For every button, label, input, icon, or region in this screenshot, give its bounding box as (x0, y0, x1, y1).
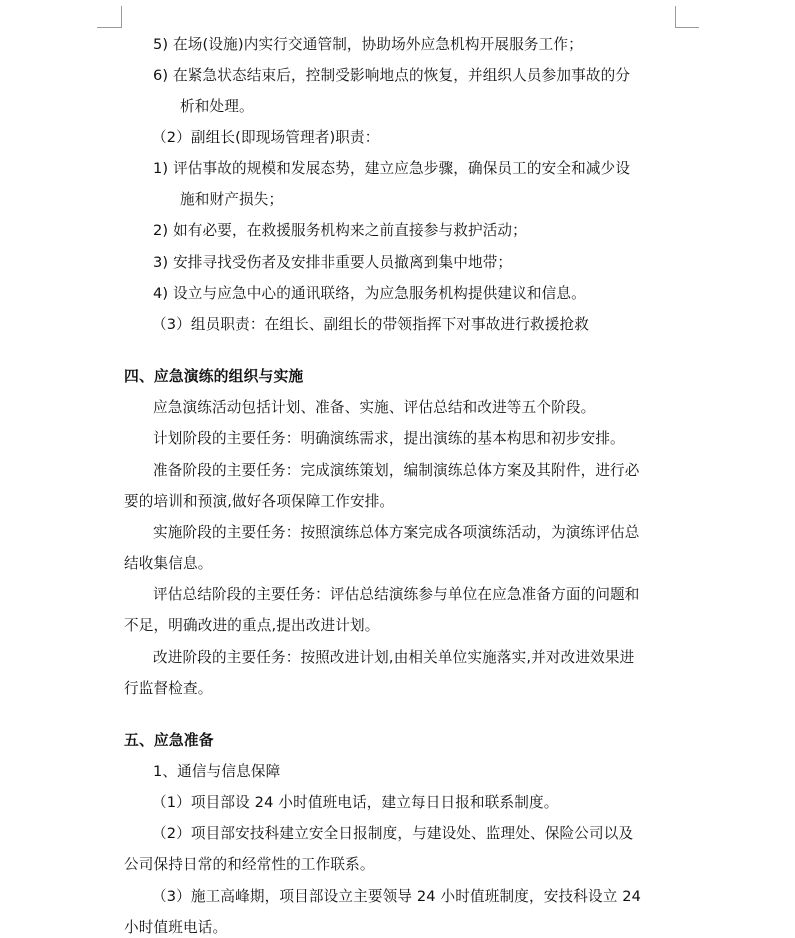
paragraph-improvement-phase-continuation: 行监督检查。 (124, 680, 213, 697)
paragraph-preparation-phase: 准备阶段的主要任务：完成演练策划，编制演练总体方案及其附件，进行必 (153, 462, 640, 479)
page-corner-mark-right-rule (675, 27, 699, 28)
paragraph-improvement-phase: 改进阶段的主要任务：按照改进计划,由相关单位实施落实,并对改进效果进 (153, 649, 635, 666)
paragraph-duty-phone: （1）项目部设 24 小时值班电话，建立每日日报和联系制度。 (152, 794, 559, 811)
paragraph-implementation-phase-continuation: 结收集信息。 (124, 555, 213, 572)
list-item-6: 6) 在紧急状态结束后，控制受影响地点的恢复，并组织人员参加事故的分 (153, 67, 631, 84)
list-item-1: 1) 评估事故的规模和发展态势，建立应急步骤，确保员工的安全和减少设 (153, 160, 631, 177)
list-item-2: 2) 如有必要，在救援服务机构来之前直接参与救护活动； (153, 222, 527, 239)
paragraph-safety-daily-report: （2）项目部安技科建立安全日报制度，与建设处、监理处、保险公司以及 (152, 825, 634, 842)
paragraph-drill-overview: 应急演练活动包括计划、准备、实施、评估总结和改进等五个阶段。 (153, 399, 596, 416)
page-corner-mark-left-rule (97, 27, 121, 28)
paragraph-evaluation-phase-continuation: 不足，明确改进的重点,提出改进计划。 (124, 617, 380, 634)
section-heading-drill: 四、应急演练的组织与实施 (124, 368, 304, 385)
section-heading-preparedness: 五、应急准备 (124, 732, 214, 749)
paragraph-planning-phase: 计划阶段的主要任务：明确演练需求，提出演练的基本构思和初步安排。 (153, 430, 625, 447)
paragraph-peak-period-duty-continuation: 小时值班电话。 (124, 919, 228, 936)
paragraph-evaluation-phase: 评估总结阶段的主要任务：评估总结演练参与单位在应急准备方面的问题和 (153, 586, 640, 603)
paragraph-peak-period-duty: （3）施工高峰期，项目部设立主要领导 24 小时值班制度，安技科设立 24 (152, 888, 642, 905)
list-item-5: 5) 在场(设施)内实行交通管制，协助场外应急机构开展服务工作； (153, 36, 583, 53)
paragraph-preparation-phase-continuation: 要的培训和预演,做好各项保障工作安排。 (124, 493, 395, 510)
page-corner-mark-right (675, 6, 700, 28)
list-item-4: 4) 设立与应急中心的通讯联络，为应急服务机构提供建议和信息。 (153, 285, 586, 302)
list-item-6-continuation: 析和处理。 (180, 98, 254, 115)
paragraph-safety-daily-report-continuation: 公司保持日常的和经常性的工作联系。 (124, 856, 375, 873)
list-item-3: 3) 安排寻找受伤者及安排非重要人员撤离到集中地带； (153, 254, 513, 271)
page-corner-mark-left (97, 6, 122, 28)
subheading-member-duties: （3）组员职责：在组长、副组长的带领指挥下对事故进行救援抢救 (152, 316, 590, 333)
subheading-communication: 1、通信与信息保障 (153, 763, 281, 780)
paragraph-implementation-phase: 实施阶段的主要任务：按照演练总体方案完成各项演练活动，为演练评估总 (153, 524, 640, 541)
list-item-1-continuation: 施和财产损失； (180, 191, 284, 208)
subheading-deputy-duties: （2）副组长(即现场管理者)职责： (152, 129, 380, 146)
